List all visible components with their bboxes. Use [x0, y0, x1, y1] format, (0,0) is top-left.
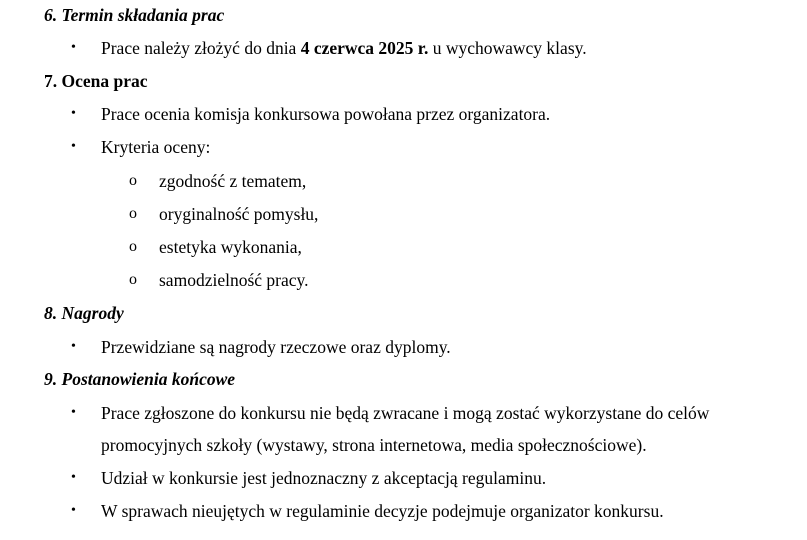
section-7-number: 7. [44, 71, 58, 91]
bullet-icon: • [71, 405, 76, 420]
section-9-number: 9. [44, 369, 58, 389]
section-6-heading [44, 4, 224, 26]
list-item: Kryteria oceny: [101, 137, 211, 157]
item-text-after: u wychowawcy klasy. [428, 38, 587, 58]
bullet-icon: • [71, 503, 76, 518]
section-9-title: Postanowienia końcowe [61, 369, 236, 389]
bullet-icon: • [71, 40, 76, 55]
section-8-title: Nagrody [61, 303, 124, 323]
sub-list-item: zgodność z tematem, [159, 171, 307, 191]
section-8-number: 8. [44, 303, 58, 323]
section-7-heading [44, 70, 148, 92]
bullet-icon: • [71, 470, 76, 485]
sub-list-item: oryginalność pomysłu, [159, 204, 319, 224]
section-6-title: Termin składania prac [61, 5, 225, 25]
deadline-date: 4 czerwca 2025 r. [300, 38, 429, 58]
sub-bullet-icon: o [129, 271, 137, 288]
bullet-icon: • [71, 339, 76, 354]
section-9-heading [44, 368, 235, 390]
list-item: Udział w konkursie jest jednoznaczny z akceptacją regulaminu. [101, 468, 547, 488]
list-item-line-2: promocyjnych szkoły (wystawy, strona internetowa, media społecznościowe). [101, 435, 647, 455]
list-item: Przewidziane są nagrody rzeczowe oraz dyplomy. [101, 337, 451, 357]
sub-bullet-icon: o [129, 238, 137, 255]
sub-list-item: samodzielność pracy. [159, 270, 309, 290]
list-item: W sprawach nieujętych w regulaminie decyzje podejmuje organizator konkursu. [101, 501, 664, 521]
item-text-before: Prace należy złożyć do dnia [101, 38, 301, 58]
section-7-title: Ocena prac [61, 71, 148, 91]
list-item-line-1: Prace zgłoszone do konkursu nie będą zwracane i mogą zostać wykorzystane do celów [101, 403, 710, 423]
section-8-heading [44, 302, 124, 324]
bullet-icon: • [71, 139, 76, 154]
section-6-number: 6. [44, 5, 58, 25]
list-item: Prace ocenia komisja konkursowa powołana przez organizatora. [101, 104, 551, 124]
list-item [101, 37, 587, 59]
bullet-icon: • [71, 106, 76, 121]
sub-bullet-icon: o [129, 172, 137, 189]
sub-list-item: estetyka wykonania, [159, 237, 302, 257]
sub-bullet-icon: o [129, 205, 137, 222]
